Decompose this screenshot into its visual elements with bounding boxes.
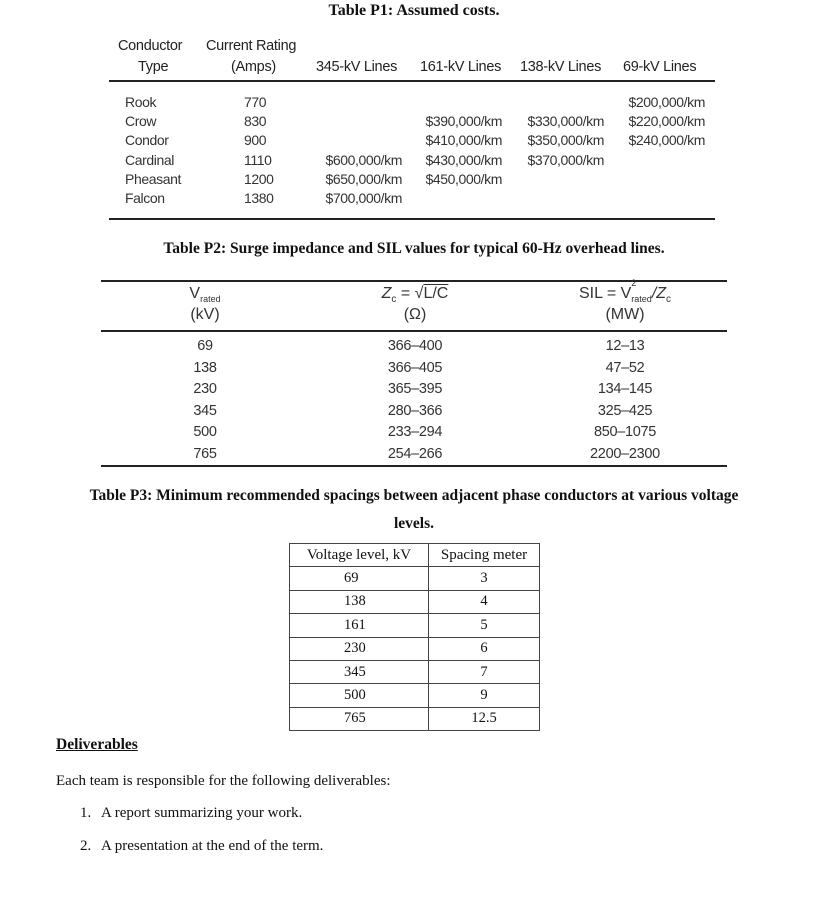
p3-header-voltage: Voltage level, kV — [290, 544, 429, 567]
p2-col-sil — [565, 336, 685, 466]
p1-cell — [619, 189, 705, 208]
p1-cell — [318, 131, 402, 150]
table-p1-title: Table P1: Assumed costs. — [328, 2, 500, 19]
p1-cell: Condor — [125, 132, 169, 149]
p1-header-161: 161-kV Lines — [420, 59, 502, 75]
p1-cell: 1200 — [244, 170, 274, 187]
p1-cell: $450,000/km — [425, 170, 502, 187]
p1-cell — [518, 189, 604, 208]
p1-header-345: 345-kV Lines — [316, 59, 398, 75]
list-item-text: A presentation at the end of the term. — [101, 838, 324, 854]
p1-cell: $430,000/km — [425, 151, 502, 168]
p2-cell: 47–52 — [605, 359, 645, 376]
p2-cell: 365–395 — [387, 381, 443, 398]
p1-col-138 — [518, 93, 604, 208]
p2-sil-sub: rated — [631, 294, 652, 305]
p2-sil-sup: 2 — [631, 278, 637, 288]
deliverables-intro: Each team is responsible for the following deliverables: — [56, 773, 391, 789]
p1-header-current-line1: Current Rating — [206, 38, 297, 54]
p2-col-zc — [355, 336, 475, 466]
p2-cell: 325–425 — [597, 402, 653, 419]
p2-bottom-rule — [101, 465, 727, 467]
p1-header-conductor-line1: Conductor — [118, 38, 183, 54]
p2-cell: 500 — [193, 424, 217, 441]
p3-cell-voltage: 765 — [290, 707, 429, 730]
p3-cell-spacing: 12.5 — [429, 707, 540, 730]
p3-cell-voltage: 345 — [290, 660, 429, 683]
p2-cell: 765 — [193, 445, 217, 462]
p2-z-letter: Z — [381, 285, 392, 302]
p1-cell: $370,000/km — [527, 151, 604, 168]
table-row — [290, 614, 540, 637]
p1-cell: $220,000/km — [628, 113, 705, 130]
p1-cell: 830 — [244, 113, 267, 130]
p1-cell — [318, 93, 402, 112]
p2-cell: 366–405 — [387, 359, 443, 376]
p1-cell: Falcon — [125, 189, 165, 206]
p1-cell: $330,000/km — [527, 113, 604, 130]
p3-cell-spacing: 3 — [429, 567, 540, 590]
p2-cell: 138 — [193, 359, 217, 376]
p1-col-161 — [418, 93, 502, 208]
list-item-number: 1. — [80, 805, 92, 821]
p3-cell-spacing: 7 — [429, 660, 540, 683]
p2-cell: 233–294 — [387, 424, 443, 441]
p2-cell: 254–266 — [387, 445, 443, 462]
p1-cell: $600,000/km — [325, 151, 402, 168]
p2-sil-label: SIL = V — [578, 285, 632, 302]
table-p3-title — [60, 482, 768, 538]
sqrt-icon: √ — [414, 285, 424, 302]
p1-cell: Pheasant — [125, 170, 181, 187]
p2-v-subscript: rated — [200, 294, 221, 305]
p2-header-vunit: (kV) — [190, 306, 220, 323]
p1-cell — [619, 151, 705, 170]
p2-v-symbol: V — [189, 285, 201, 302]
p1-cell — [318, 112, 402, 131]
p3-cell-voltage: 69 — [290, 567, 429, 590]
p1-header-current-line2: (Amps) — [231, 59, 276, 75]
table-row — [290, 660, 540, 683]
p2-cell: 230 — [193, 381, 217, 398]
p1-cell: 900 — [244, 132, 267, 149]
p1-header-rule — [109, 80, 715, 82]
p3-cell-spacing: 4 — [429, 590, 540, 613]
p3-cell-voltage: 161 — [290, 614, 429, 637]
p1-cell — [518, 170, 604, 189]
p1-cell: $410,000/km — [425, 132, 502, 149]
p3-header-spacing: Spacing meter — [429, 544, 540, 567]
list-item — [80, 805, 302, 822]
p1-header-69: 69-kV Lines — [623, 59, 697, 75]
p2-header-vrated — [175, 285, 235, 304]
table-row — [290, 590, 540, 613]
p2-cell: 12–13 — [605, 338, 645, 354]
p1-cell: Cardinal — [125, 151, 174, 168]
p1-cell: 1380 — [244, 189, 274, 206]
p1-cell: 770 — [244, 94, 267, 110]
p2-cell: 850–1075 — [593, 424, 657, 441]
p3-cell-voltage: 138 — [290, 590, 429, 613]
p2-cell: 345 — [193, 402, 217, 419]
p2-header-sil — [555, 278, 695, 306]
p2-z-eq: = — [396, 285, 415, 302]
p3-cell-voltage: 500 — [290, 684, 429, 707]
p1-bottom-rule — [109, 218, 715, 220]
p2-header-silunit: (MW) — [605, 306, 645, 323]
table-header-row — [290, 544, 540, 567]
p3-title-line2: levels. — [393, 515, 435, 532]
list-item-text: A report summarizing your work. — [101, 805, 303, 821]
p2-header-rule — [101, 330, 727, 332]
p1-cell: $350,000/km — [527, 132, 604, 149]
list-item-number: 2. — [80, 838, 92, 854]
p1-cell: $700,000/km — [325, 189, 402, 206]
p1-cell: Rook — [125, 94, 157, 110]
p1-col-69 — [619, 93, 705, 208]
p2-cell: 280–366 — [387, 402, 443, 419]
deliverables-heading: Deliverables — [56, 736, 138, 753]
table-row — [290, 567, 540, 590]
p2-cell: 366–400 — [387, 338, 443, 354]
list-item — [80, 838, 323, 855]
p3-cell-voltage: 230 — [290, 637, 429, 660]
p1-cell — [418, 93, 502, 112]
p2-z-expr: L/C — [423, 285, 449, 302]
p1-cell: $200,000/km — [628, 94, 705, 110]
p1-cell: Crow — [125, 113, 157, 130]
p1-col-conductor — [125, 93, 181, 208]
table-p3 — [289, 543, 540, 731]
p2-z-sub: c — [391, 294, 397, 306]
table-row — [290, 707, 540, 730]
p1-cell — [418, 189, 502, 208]
p3-title-line1: Table P3: Minimum recommended spacings between adjacent phase conductors at various voltage — [89, 487, 739, 504]
p2-sil-sub2: c — [666, 294, 672, 306]
p1-cell: $650,000/km — [325, 170, 402, 187]
p1-header-138: 138-kV Lines — [520, 59, 602, 75]
p1-cell: $390,000/km — [425, 113, 502, 130]
p2-cell: 69 — [197, 338, 213, 354]
p1-cell: 1110 — [244, 151, 272, 168]
p2-sil-div: /Z — [651, 285, 667, 302]
p3-cell-spacing: 6 — [429, 637, 540, 660]
table-p2-title: Table P2: Surge impedance and SIL values for typical 60-Hz overhead lines. — [163, 240, 665, 257]
p1-cell: $240,000/km — [628, 132, 705, 149]
p1-col-345 — [318, 93, 402, 208]
p1-col-current — [244, 93, 274, 208]
p3-cell-spacing: 5 — [429, 614, 540, 637]
p1-cell — [518, 93, 604, 112]
p2-header-zunit: (Ω) — [403, 306, 427, 323]
table-row — [290, 637, 540, 660]
p2-cell: 134–145 — [597, 381, 653, 398]
p3-cell-spacing: 9 — [429, 684, 540, 707]
p2-header-zc — [350, 285, 480, 305]
p2-col-vrated — [175, 336, 235, 466]
table-row — [290, 684, 540, 707]
p1-header-conductor-line2: Type — [138, 59, 169, 75]
p1-cell — [619, 170, 705, 189]
p2-cell: 2200–2300 — [590, 445, 660, 462]
